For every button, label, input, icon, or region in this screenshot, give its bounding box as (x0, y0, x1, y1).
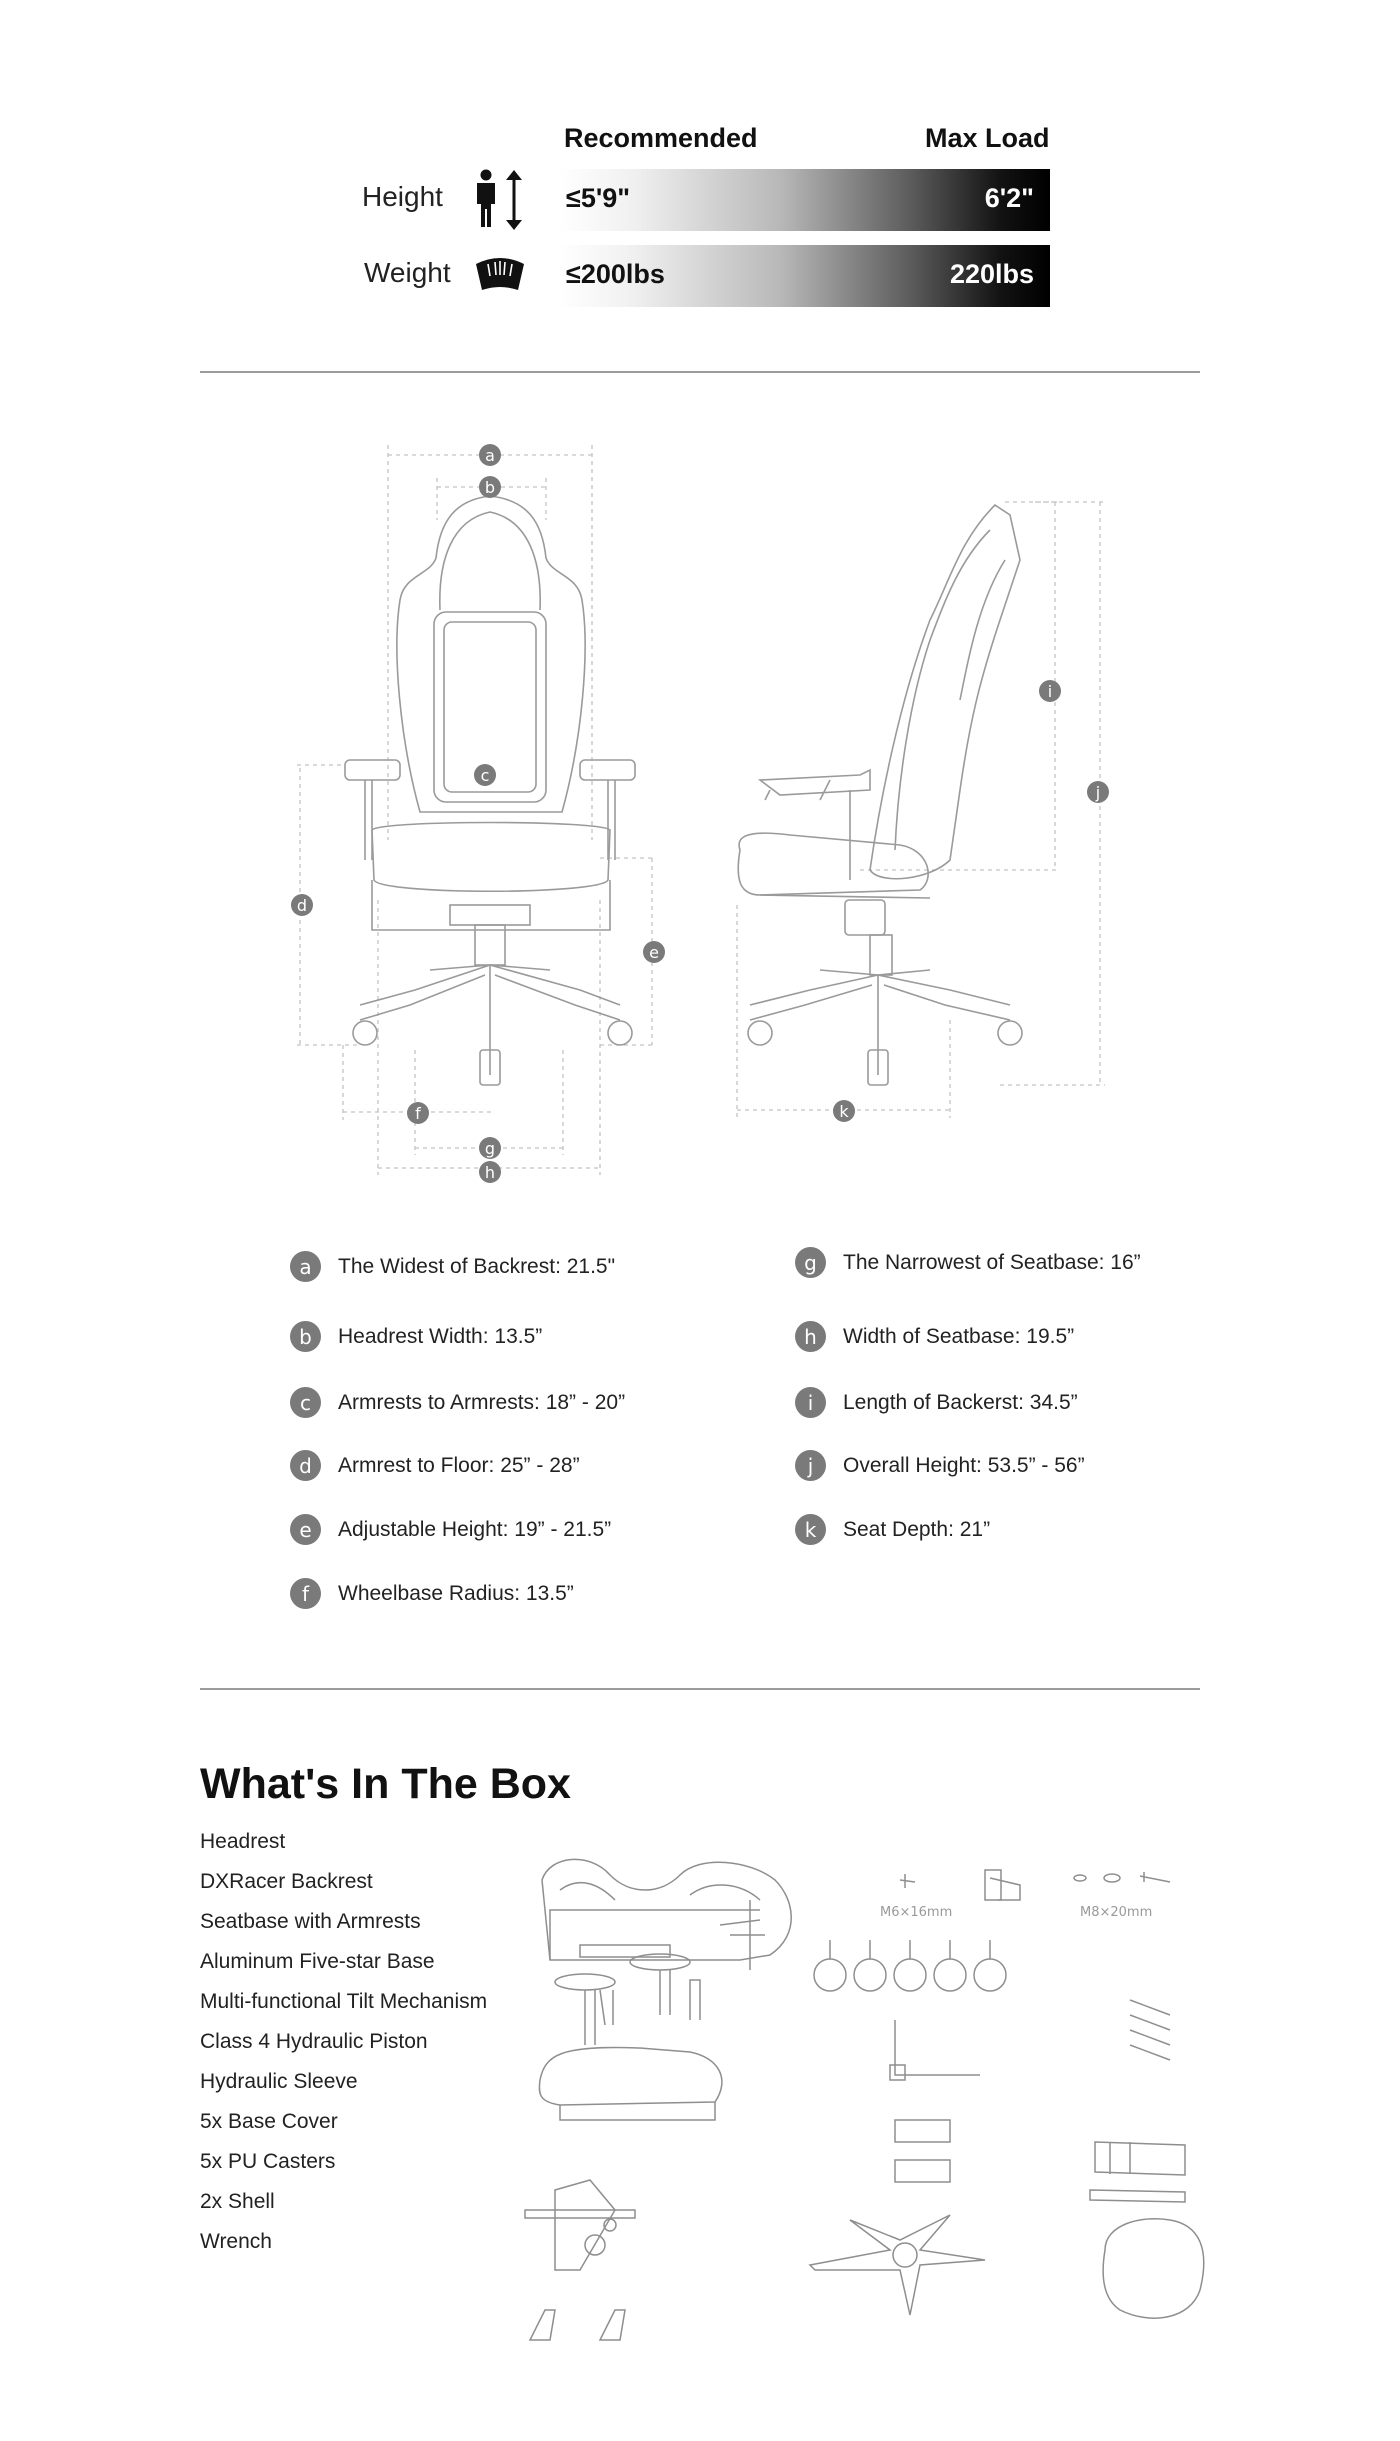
casters-part (814, 1940, 1006, 1991)
divider-bottom (200, 1688, 1200, 1690)
dimension-j (795, 1450, 1085, 1481)
dimension-j-text: Overall Height: 53.5” - 56” (843, 1453, 1085, 1477)
screws-part (900, 1870, 1170, 1900)
dimension-e-badge: e (290, 1514, 321, 1545)
list-item: Class 4 Hydraulic Piston (200, 2030, 428, 2053)
marker-f-label: f (415, 1104, 421, 1123)
pins-part (1130, 2000, 1170, 2060)
dimension-d-text: Armrest to Floor: 25” - 28” (338, 1453, 580, 1477)
side-chair-drawing (738, 505, 1022, 1085)
recommended-header: Recommended (564, 123, 758, 153)
m6-screw-label: M6×16mm (880, 1905, 953, 1920)
base-covers-part (895, 2120, 950, 2182)
marker-g-label: g (484, 1139, 496, 1158)
marker-b-label: b (484, 478, 496, 497)
box-title: What's In The Box (200, 1760, 571, 1808)
max-load-header: Max Load (925, 123, 1050, 153)
marker-k-label: k (839, 1102, 849, 1121)
dimension-i-text: Length of Backerst: 34.5” (843, 1390, 1078, 1414)
list-item: 2x Shell (200, 2190, 275, 2213)
box-items-list (200, 1822, 487, 2262)
marker-e-label: e (649, 943, 659, 962)
diagram-markers (291, 444, 1109, 1183)
marker-j-label: j (1095, 783, 1101, 802)
marker-h-label: h (484, 1163, 496, 1182)
dimension-a-badge: a (290, 1251, 321, 1282)
list-item: Headrest (200, 1830, 286, 1853)
marker-a-label: a (485, 446, 495, 465)
dimension-k-text: Seat Depth: 21” (843, 1517, 991, 1541)
dimension-i-badge: i (795, 1387, 826, 1418)
box-contents-illustration (520, 1840, 1220, 2360)
weight-recommended-value: ≤200lbs (566, 259, 665, 289)
wrench-part (890, 2020, 980, 2080)
weight-max-value: 220lbs (949, 259, 1034, 289)
dimension-k-badge: k (795, 1514, 826, 1545)
list-item: 5x Base Cover (200, 2110, 338, 2133)
dimension-f-text: Wheelbase Radius: 13.5” (338, 1581, 574, 1605)
list-item: Hydraulic Sleeve (200, 2070, 358, 2093)
dimension-b-badge: b (290, 1321, 321, 1352)
dimension-h-text: Width of Seatbase: 19.5” (843, 1324, 1075, 1348)
list-item: 5x PU Casters (200, 2150, 336, 2173)
dimension-h-badge: h (795, 1321, 826, 1352)
dimension-b (290, 1321, 542, 1352)
dimension-guides (297, 445, 1105, 1175)
dimension-c (290, 1387, 625, 1418)
backrest-part (542, 1859, 791, 1970)
list-item: Aluminum Five-star Base (200, 1950, 435, 1973)
five-star-base-part (810, 2215, 985, 2315)
headrest-part (1103, 2219, 1204, 2318)
dimension-g (795, 1247, 1141, 1278)
list-item: Wrench (200, 2230, 272, 2253)
dimension-c-badge: c (290, 1387, 321, 1418)
height-label: Height (362, 181, 443, 212)
dimension-f-badge: f (290, 1578, 321, 1609)
dimension-e-text: Adjustable Height: 19” - 21.5” (338, 1517, 612, 1541)
dimension-h (795, 1321, 1074, 1352)
dimension-e (290, 1514, 611, 1545)
hydraulic-part (1090, 2142, 1185, 2202)
marker-d-label: d (296, 896, 308, 915)
dimension-a (290, 1251, 615, 1282)
m8-screw-label: M8×20mm (1080, 1905, 1153, 1920)
dimension-k (795, 1514, 990, 1545)
height-recommended-value: ≤5'9" (566, 183, 631, 213)
dimension-d-badge: d (290, 1450, 321, 1481)
dimension-f (290, 1578, 574, 1609)
dimension-b-text: Headrest Width: 13.5” (338, 1324, 543, 1348)
dimension-a-text: The Widest of Backrest: 21.5" (338, 1254, 616, 1278)
tilt-mechanism-part (525, 2180, 635, 2340)
dimension-g-badge: g (795, 1247, 826, 1278)
height-max-value: 6'2" (984, 183, 1034, 213)
weight-label: Weight (364, 257, 451, 288)
seatbase-part (539, 1954, 722, 2120)
dimension-g-text: The Narrowest of Seatbase: 16” (843, 1250, 1141, 1274)
list-item: DXRacer Backrest (200, 1870, 373, 1893)
dimension-j-badge: j (795, 1450, 826, 1481)
dimension-d (290, 1450, 580, 1481)
list-item: Seatbase with Armrests (200, 1910, 421, 1933)
marker-i-label: i (1047, 682, 1053, 701)
marker-c-label: c (480, 766, 490, 785)
dimension-i (795, 1387, 1078, 1418)
list-item: Multi-functional Tilt Mechanism (200, 1990, 488, 2013)
dimension-c-text: Armrests to Armrests: 18” - 20” (338, 1390, 626, 1414)
